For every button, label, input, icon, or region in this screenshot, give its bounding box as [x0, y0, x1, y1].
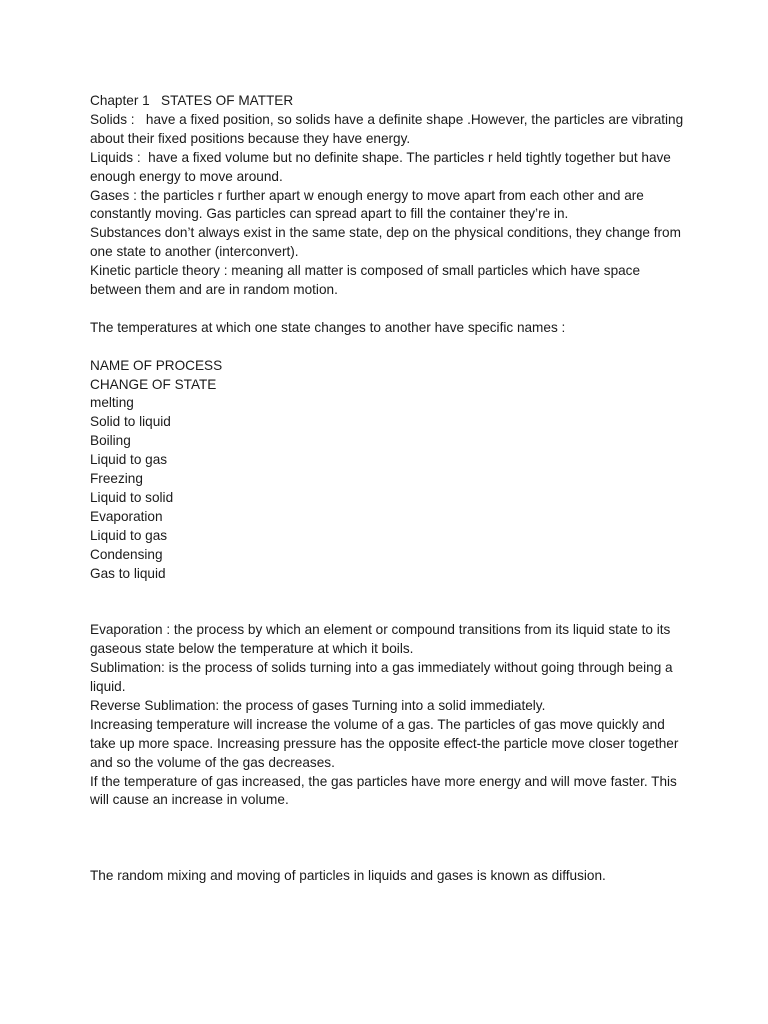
paragraph-gases: Gases : the particles r further apart w enough energy to move apart from each other and are constantly moving. Gas particles can spread apart to fill the container they’re in.	[90, 187, 648, 222]
diffusion-note: The random mixing and moving of particles in liquids and gases is known as diffusion.	[90, 868, 606, 884]
definition-sublimation: Sublimation: is the process of solids turning into a gas immediately without going through being a liquid.	[90, 660, 677, 695]
paragraph-liquids: Liquids : have a fixed volume but no definite shape. The particles r held tightly together but have enough energy to move around.	[90, 149, 675, 184]
process-table-header-change: CHANGE OF STATE	[90, 376, 217, 392]
paragraph-substances: Substances don’t always exist in the same state, dep on the physical conditions, they change from one state to another (interconvert).	[90, 225, 685, 260]
process-change: Gas to liquid	[90, 565, 166, 581]
definition-evaporation: Evaporation : the process by which an element or compound transitions from its liquid state to its gaseous state below the temperature at which it boils.	[90, 622, 675, 657]
definition-reverse-sublimation: Reverse Sublimation: the process of gases Turning into a solid immediately.	[90, 697, 546, 713]
spacer	[90, 810, 690, 867]
paragraph-kinetic-theory: Kinetic particle theory : meaning all matter is composed of small particles which have space between them and are in random motion.	[90, 263, 644, 298]
paragraph-temperature-volume: Increasing temperature will increase the volume of a gas. The particles of gas move quickly and take up more space. Increasing pressure has the opposite effect-the particle move closer together and so the volume of the gas decreases.	[90, 716, 683, 770]
process-name: Boiling	[90, 433, 131, 449]
process-table	[90, 357, 690, 584]
paragraph-gas-energy: If the temperature of gas increased, the gas particles have more energy and will move faster. This will cause an increase in volume.	[90, 773, 681, 808]
process-name: Freezing	[90, 471, 143, 487]
process-change: Liquid to gas	[90, 452, 168, 468]
paragraph-solids: Solids : have a fixed position, so solids have a definite shape .However, the particles are vibrating about their fixed positions because they have energy.	[90, 111, 687, 146]
process-name: melting	[90, 395, 134, 411]
process-table-header-process: NAME OF PROCESS	[90, 357, 223, 373]
spacer	[90, 584, 690, 622]
chapter-title: Chapter 1 STATES OF MATTER	[90, 93, 294, 108]
temperatures-intro: The temperatures at which one state changes to another have specific names :	[90, 319, 566, 335]
spacer	[90, 300, 690, 319]
process-name: Evaporation	[90, 508, 163, 524]
process-change: Liquid to gas	[90, 527, 168, 543]
spacer	[90, 338, 690, 357]
document-body	[90, 92, 690, 886]
process-name: Condensing	[90, 546, 163, 562]
process-change: Solid to liquid	[90, 414, 171, 430]
process-change: Liquid to solid	[90, 490, 174, 505]
